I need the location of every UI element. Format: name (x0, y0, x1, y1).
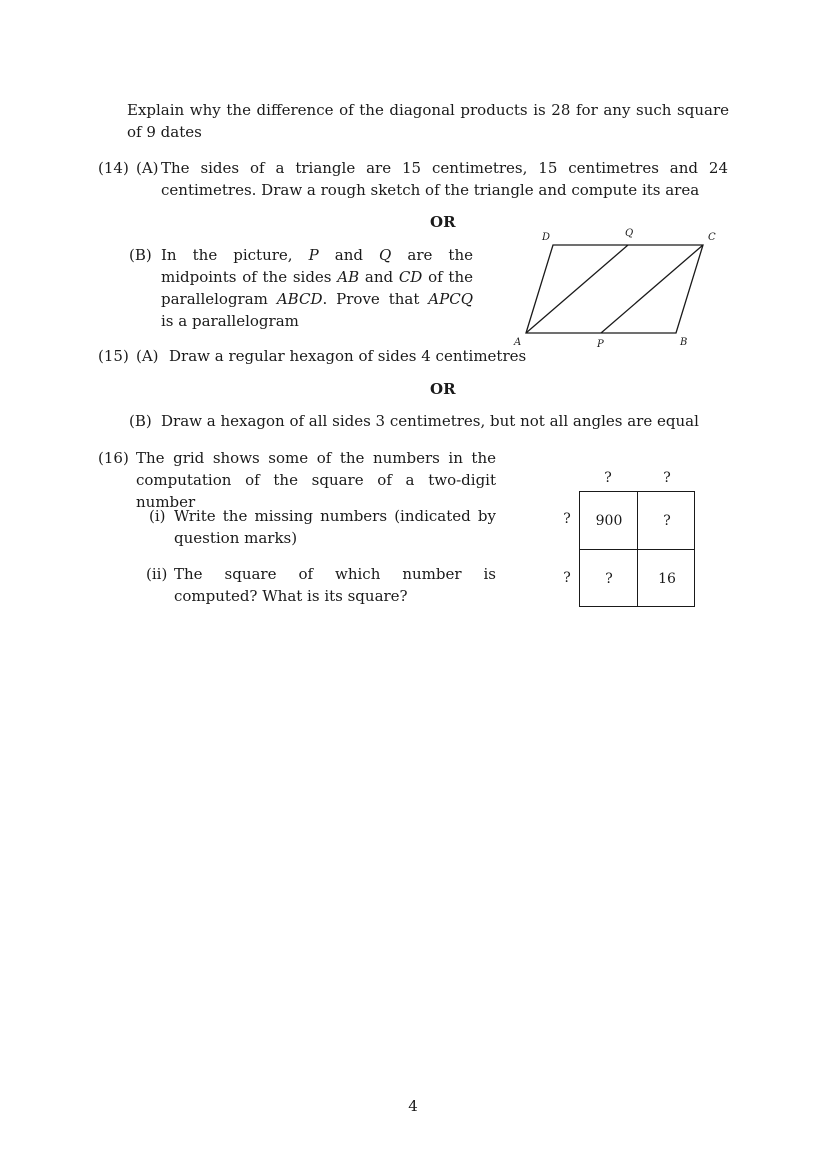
grid-cell: ? (605, 571, 613, 587)
q14-a-label: (A) (136, 159, 159, 177)
q15-a-label: (A) (136, 347, 159, 365)
grid-cell: ? (663, 513, 671, 529)
grid-col-label: ? (663, 470, 671, 486)
q15-b-text: Draw a hexagon of all sides 3 centimetres, but not all angles are equal (161, 412, 699, 430)
q14-number: (14) (98, 159, 129, 177)
q16-i-label: (i) (149, 507, 166, 525)
segment-aq (526, 245, 628, 333)
q15-or: OR (430, 380, 456, 398)
label-p: P (597, 339, 604, 350)
grid-row-label: ? (563, 570, 571, 586)
parallelogram-figure (505, 222, 730, 352)
segment-pc (601, 245, 703, 333)
q14-a-text: The sides of a triangle are 15 centimetres, 15 centimetres and 24 centimetres. Draw a rough sketch of the triangle and compute its area (161, 159, 728, 199)
label-c: C (708, 232, 716, 243)
q16-i-text: Write the missing numbers (indicated by question marks) (174, 507, 496, 547)
q14-or: OR (430, 213, 456, 231)
grid-cell: 900 (595, 513, 623, 529)
q15-a-text: Draw a regular hexagon of sides 4 centimetres (169, 347, 527, 365)
page-number: 4 (408, 1097, 418, 1115)
grid-cell: 16 (658, 571, 676, 587)
q16-ii-text: The square of which number is computed? What is its square? (174, 565, 496, 605)
label-a: A (514, 337, 522, 348)
parallelogram-abcd (526, 245, 703, 333)
label-b: B (680, 337, 688, 348)
square-grid (579, 491, 695, 607)
q16-text: The grid shows some of the numbers in the computation of the square of a two-digit number (136, 449, 496, 511)
q14-b-text: In the picture, P and Q are the midpoints of the sides AB and CD of the parallelogram ABCD. Prove that APCQ is a parallelogram (161, 246, 474, 330)
grid-row-label: ? (563, 511, 571, 527)
intro-text: Explain why the difference of the diagonal products is 28 for any such square of 9 dates (127, 101, 729, 141)
q15-number: (15) (98, 347, 129, 365)
label-q: Q (625, 228, 634, 239)
q16-number: (16) (98, 449, 129, 467)
grid-col-label: ? (604, 470, 612, 486)
q14-b-label: (B) (129, 246, 152, 264)
label-d: D (542, 232, 551, 243)
q16-ii-label: (ii) (146, 565, 168, 583)
q15-b-label: (B) (129, 412, 152, 430)
